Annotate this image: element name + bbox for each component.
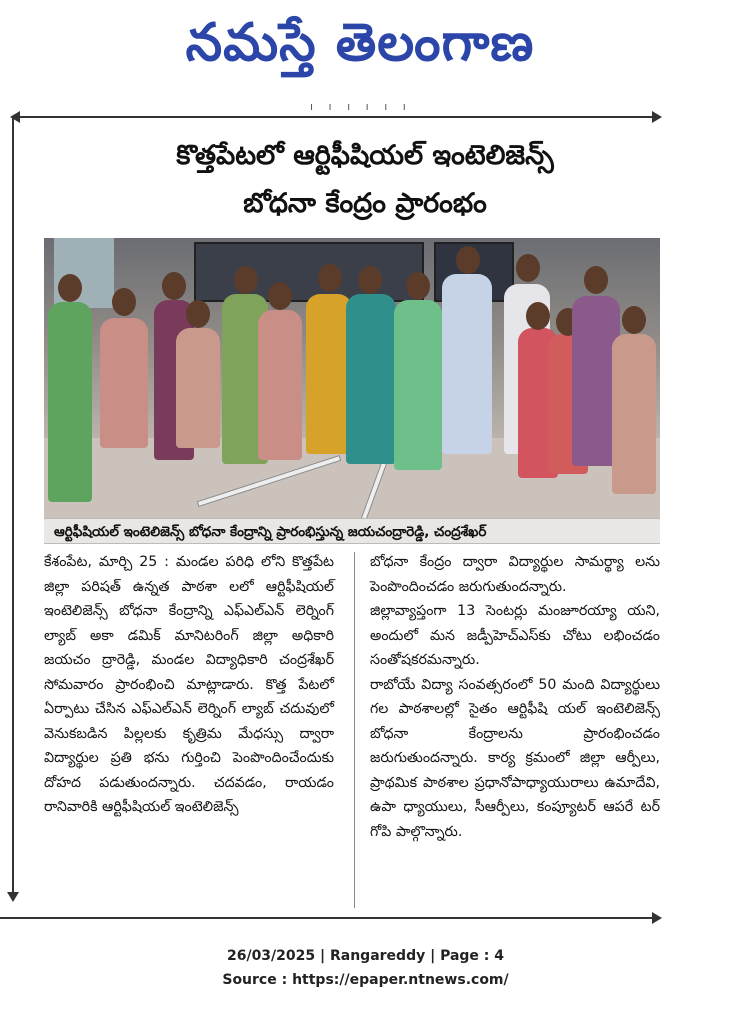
page-footer (0, 944, 731, 992)
article-body-left-column (44, 550, 334, 820)
photo-board (194, 242, 424, 302)
left-rule (12, 118, 14, 898)
edition-line: 26/03/2025 | Rangareddy | Page : 4 (226, 948, 505, 964)
photo-person-head (58, 274, 82, 302)
photo-person (176, 328, 220, 448)
article-headline (60, 132, 670, 228)
photo-person-head (526, 302, 550, 330)
photo-person-head (186, 300, 210, 328)
photo-person (346, 294, 396, 464)
photo-person-head (234, 266, 258, 294)
column-divider (354, 552, 355, 908)
photo-person (612, 334, 656, 494)
body-paragraph: జిల్లావ్యాప్తంగా 13 సెంటర్లు మంజూరయ్యా యని, అందులో మన జడ్పీహెచ్ఎస్‌కు చోటు లభించడం సంతోషకరమన్నారు. (370, 603, 660, 668)
top-rule-marks: ı ı ı ı ı ı (310, 100, 412, 113)
photo-person-head (162, 272, 186, 300)
photo-person-head (268, 282, 292, 310)
photo-person (100, 318, 148, 448)
article-photo (44, 238, 660, 518)
photo-person-head (622, 306, 646, 334)
photo-person (442, 274, 492, 454)
top-rule (12, 116, 660, 118)
photo-person-head (112, 288, 136, 316)
arrow-down-icon (7, 892, 19, 902)
photo-person (258, 310, 302, 460)
photo-person-head (516, 254, 540, 282)
photo-person-head (456, 246, 480, 274)
arrow-right-icon (652, 111, 662, 123)
arrow-right-icon (652, 912, 662, 924)
photo-person-head (406, 272, 430, 300)
body-paragraph: బోధనా కేంద్రం ద్వారా విద్యార్థుల సామర్థ్యా లను పెంపొందించడం జరుగుతుందన్నారు. (370, 554, 660, 595)
source-line: Source : https://epaper.ntnews.com/ (222, 972, 509, 988)
photo-person-head (318, 264, 342, 292)
body-paragraph: కేశంపేట, మార్చి 25 : మండల పరిధి లోని కొత్తపేట జిల్లా పరిషత్ ఉన్నత పాఠశా లలో ఆర్టిఫీషియల్ ఇంటెలిజెన్స్ బోధనా కేంద్రాన్ని ఎఫ్ఎల్ఎన్ లెర్నింగ్ ల్యాబ్ అకా డమిక్ మానిటరింగ్ జిల్లా అధికారి జయచం ద్రారెడ్డి, మండల విద్యాధికారి చంద్రశేఖర్ సోమవారం ప్రారంభించి మాట్లాడారు. కొత్త పేటలో ఏర్పాటు చేసిన ఎఫ్ఎల్ఎన్ లెర్నింగ్ ల్యాబ్ చదువులో వెనుకబడిన పిల్లలకు కృత్రిమ మేధస్సు ద్వారా విద్యార్థుల ప్రతి భను గుర్తించి పెంపొందించేందుకు దోహద పడుతుందన్నారు. చదవడం, రాయడం రానివారికి ఆర్టిఫీషియల్ ఇంటెలిజెన్స్ (44, 554, 334, 815)
bottom-rule (0, 917, 660, 919)
body-paragraph: రాబోయే విద్యా సంవత్సరంలో 50 మంది విద్యార్థులు గల పాఠశాలల్లో సైతం ఆర్టిఫీషి యల్ ఇంటెలిజెన్స్ బోధనా కేంద్రాలను ప్రారంభించడం జరుగుతుందన్నారు. కార్య క్రమంలో జిల్లా ఆర్పీలు, ప్రాథమిక పాఠశాల ప్రధానోపాధ్యాయురాలు ఉమాదేవి, ఉపా ధ్యాయులు, సీఆర్పీలు, కంప్యూటర్ ఆపరే టర్ గోపి పాల్గొన్నారు. (370, 676, 660, 840)
photo-person (394, 300, 442, 470)
newspaper-masthead: నమస్తే తెలంగాణ (185, 13, 535, 73)
photo-person-head (358, 266, 382, 294)
photo-caption: ఆర్టిఫీషియల్ ఇంటెలిజెన్స్ బోధనా కేంద్రాన్ని ప్రారంభిస్తున్న జయచంద్రారెడ్డి, చంద్రశేఖర్ (44, 518, 660, 544)
photo-person-head (584, 266, 608, 294)
headline-line-1: కొత్తపేటలో ఆర్టిఫీషియల్ ఇంటెలిజెన్స్ (176, 140, 554, 171)
photo-person (48, 302, 92, 502)
article-body-right-column (370, 550, 660, 844)
headline-line-2: బోధనా కేంద్రం ప్రారంభం (243, 188, 487, 219)
